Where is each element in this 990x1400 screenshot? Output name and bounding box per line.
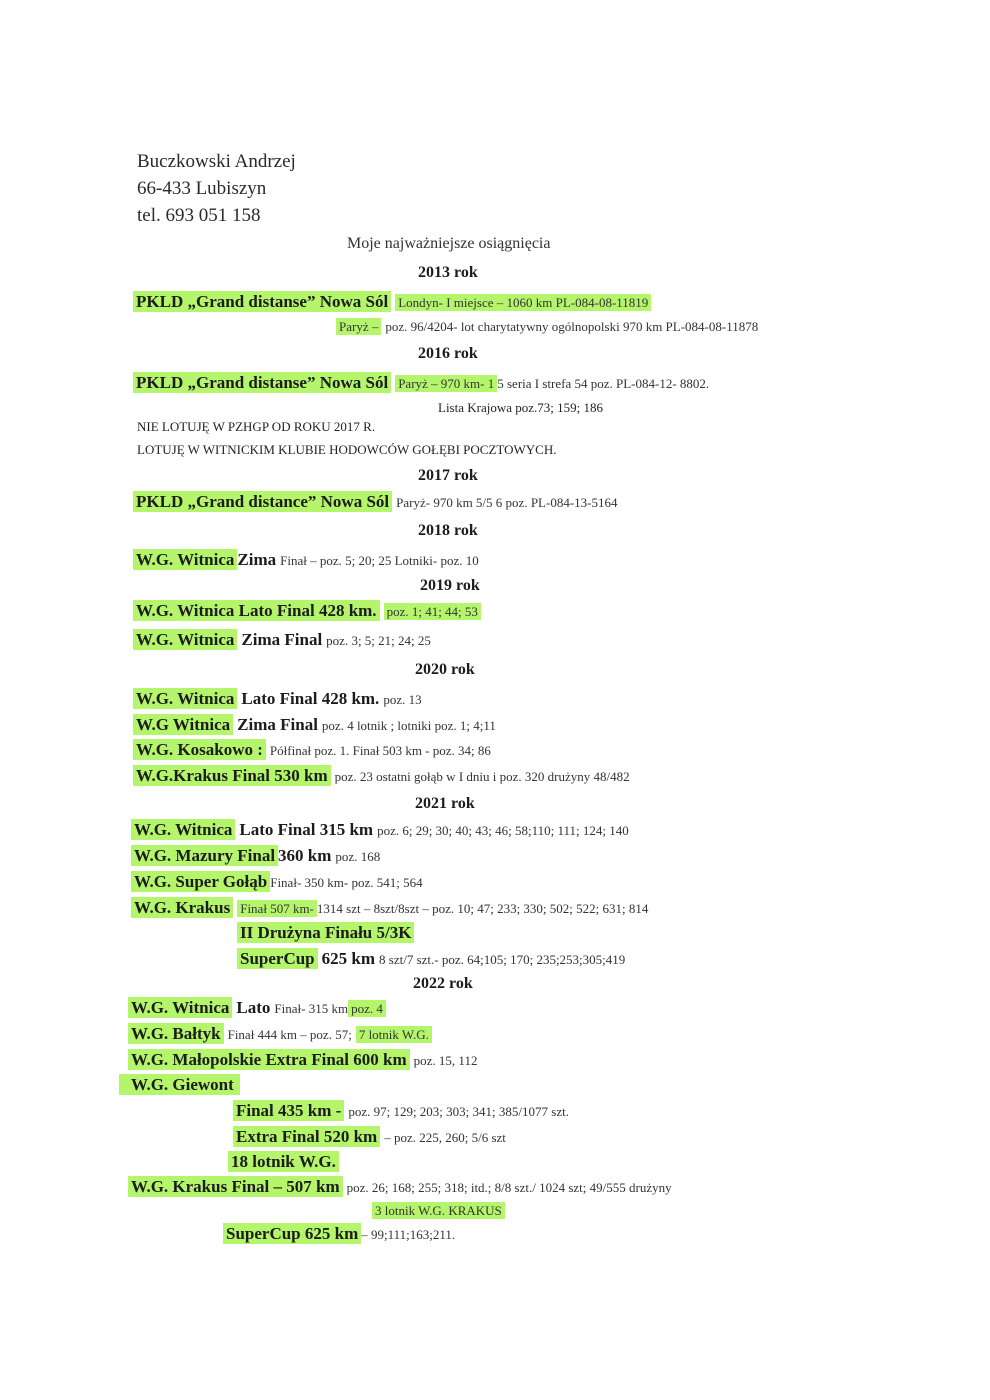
achievement-row (133, 629, 431, 652)
event-title: W.G. Witnica (133, 549, 237, 570)
event-details: Półfinał poz. 1. Finał 503 km - poz. 34; 86 (269, 743, 491, 758)
event-title: W.G. Małopolskie Extra Final 600 km (128, 1049, 410, 1070)
year-heading: 2016 rok (418, 345, 478, 362)
achievement-row (131, 845, 380, 868)
event-details: Finał – poz. 5; 20; 25 Lotniki- poz. 10 (280, 553, 479, 568)
event-title-continued: Zima Final (241, 630, 323, 649)
event-title: W.G. Bałtyk (128, 1023, 224, 1044)
achievement-row (133, 372, 709, 395)
achievement-row (128, 1023, 432, 1046)
event-title: 18 lotnik W.G. (228, 1151, 339, 1172)
event-highlight: Finał 507 km- (237, 900, 317, 917)
event-details: 1314 szt – 8szt/8szt – poz. 10; 47; 233; 330; 502; 522; 631; 814 (316, 901, 649, 916)
event-details: 8 szt/7 szt.- poz. 64;105; 170; 235;253;305;419 (379, 952, 626, 967)
event-details: poz. 23 ostatni gołąb w I dniu i poz. 320 drużyny 48/482 (334, 769, 630, 784)
achievement-row (228, 1151, 339, 1174)
achievement-row (133, 688, 422, 711)
achievement-row (372, 1200, 505, 1222)
event-details: Londyn- I miejsce – 1060 km PL-084-08-11819 (395, 294, 651, 311)
achievement-row (133, 739, 491, 762)
event-title: SuperCup 625 km (223, 1223, 361, 1244)
event-details: poz. 26; 168; 255; 318; itd.; 8/8 szt./ 1024 szt; 49/555 drużyny (346, 1180, 672, 1195)
event-details: poz. 4 lotnik ; lotniki poz. 1; 4;11 (321, 718, 496, 733)
event-title: W.G.Krakus Final 530 km (133, 765, 331, 786)
event-title: PKLD „Grand distanse” Nowa Sól (133, 291, 391, 312)
achievement-row (128, 1176, 672, 1199)
achievement-row (223, 1223, 455, 1246)
year-heading: 2017 rok (418, 467, 478, 484)
event-title-continued: Lato Final 428 km. (241, 689, 380, 708)
event-title-continued: Zima Final (237, 715, 318, 734)
note-line: LOTUJĘ W WITNICKIM KLUBIE HODOWCÓW GOŁĘBI POCZTOWYCH. (137, 442, 557, 457)
event-highlight: Paryż – 970 km- 1 (395, 375, 497, 392)
achievement-row (336, 316, 758, 338)
author-name: Buczkowski Andrzej (137, 151, 296, 172)
author-address: 66-433 Lubiszyn (137, 178, 267, 199)
event-details: poz. 96/4204- lot charytatywny ogólnopolski 970 km PL-084-08-11878 (385, 319, 759, 334)
achievement-row (237, 922, 414, 945)
achievement-row (133, 291, 651, 314)
event-title: II Drużyna Finału 5/3K (237, 922, 414, 943)
event-title: W.G. Krakus (131, 897, 233, 918)
event-details: Paryż- 970 km 5/5 6 poz. PL-084-13-5164 (396, 495, 618, 510)
achievement-row (128, 1049, 477, 1072)
year-heading: 2021 rok (415, 795, 475, 812)
event-details: – 99;111;163;211. (361, 1227, 456, 1242)
achievement-row (133, 491, 617, 514)
event-highlight: 3 lotnik W.G. KRAKUS (372, 1202, 505, 1219)
event-title: W.G. Witnica (128, 997, 232, 1018)
event-title: W.G. Kosakowo : (133, 739, 266, 760)
author-phone: tel. 693 051 158 (137, 205, 261, 226)
achievement-row (131, 897, 648, 920)
year-heading: 2013 rok (418, 264, 478, 281)
achievement-row (133, 549, 479, 572)
year-heading: 2019 rok (420, 577, 480, 594)
event-details: poz. 1; 41; 44; 53 (384, 603, 481, 620)
event-title: PKLD „Grand distanse” Nowa Sól (133, 372, 391, 393)
event-title-continued: 625 km (321, 949, 376, 968)
event-details: poz. 168 (335, 849, 381, 864)
event-details: poz. 13 (383, 692, 422, 707)
year-heading: 2022 rok (413, 975, 473, 992)
achievement-row (131, 819, 629, 842)
achievement-row (128, 997, 386, 1020)
event-details: Finał- 315 km (274, 1001, 349, 1016)
event-title: PKLD „Grand distance” Nowa Sól (133, 491, 392, 512)
event-title: W.G. Witnica (131, 819, 235, 840)
event-title: W.G Witnica (133, 714, 233, 735)
event-title: SuperCup (237, 948, 318, 969)
achievement-row (233, 1100, 569, 1123)
event-title: W.G. Giewont (119, 1074, 240, 1095)
event-title-continued: Lato Final 315 km (239, 820, 374, 839)
event-details: Lista Krajowa poz.73; 159; 186 (438, 400, 603, 415)
event-title: Final 435 km - (233, 1100, 344, 1121)
event-title: W.G. Mazury Final (131, 845, 278, 866)
event-title: W.G. Witnica (133, 688, 237, 709)
event-highlight: Paryż – (336, 318, 381, 335)
achievement-row (133, 765, 630, 788)
event-title: W.G. Krakus Final – 507 km (128, 1176, 343, 1197)
event-details: – poz. 225, 260; 5/6 szt (384, 1130, 506, 1145)
event-highlight: 7 lotnik W.G. (356, 1026, 432, 1043)
year-heading: 2018 rok (418, 522, 478, 539)
event-highlight: poz. 4 (348, 1000, 386, 1017)
event-details: 5 seria I strefa 54 poz. PL-084-12- 8802. (497, 376, 710, 391)
achievement-row (131, 871, 423, 894)
event-title: W.G. Super Gołąb (131, 871, 270, 892)
achievement-row (133, 600, 481, 623)
achievement-row (237, 948, 625, 971)
event-details: poz. 15, 112 (413, 1053, 478, 1068)
event-details: poz. 3; 5; 21; 24; 25 (326, 633, 431, 648)
event-title: W.G. Witnica Lato Final 428 km. (133, 600, 380, 621)
event-details: poz. 97; 129; 203; 303; 341; 385/1077 szt. (348, 1104, 569, 1119)
event-title-continued: 360 km (278, 846, 332, 865)
event-details: Finał 444 km – poz. 57; (227, 1027, 352, 1042)
achievement-row (133, 714, 496, 737)
event-details: Finał- 350 km- poz. 541; 564 (270, 875, 423, 890)
event-title-continued: Zima (237, 550, 277, 569)
document-caption: Moje najważniejsze osiągnięcia (347, 235, 551, 252)
note-line: NIE LOTUJĘ W PZHGP OD ROKU 2017 R. (137, 419, 376, 434)
event-title: W.G. Witnica (133, 629, 237, 650)
event-details: poz. 6; 29; 30; 40; 43; 46; 58;110; 111; 124; 140 (377, 823, 629, 838)
event-title-continued: Lato (236, 998, 271, 1017)
year-heading: 2020 rok (415, 661, 475, 678)
event-title: Extra Final 520 km (233, 1126, 380, 1147)
achievement-row (233, 1126, 506, 1149)
achievement-row (119, 1074, 240, 1097)
